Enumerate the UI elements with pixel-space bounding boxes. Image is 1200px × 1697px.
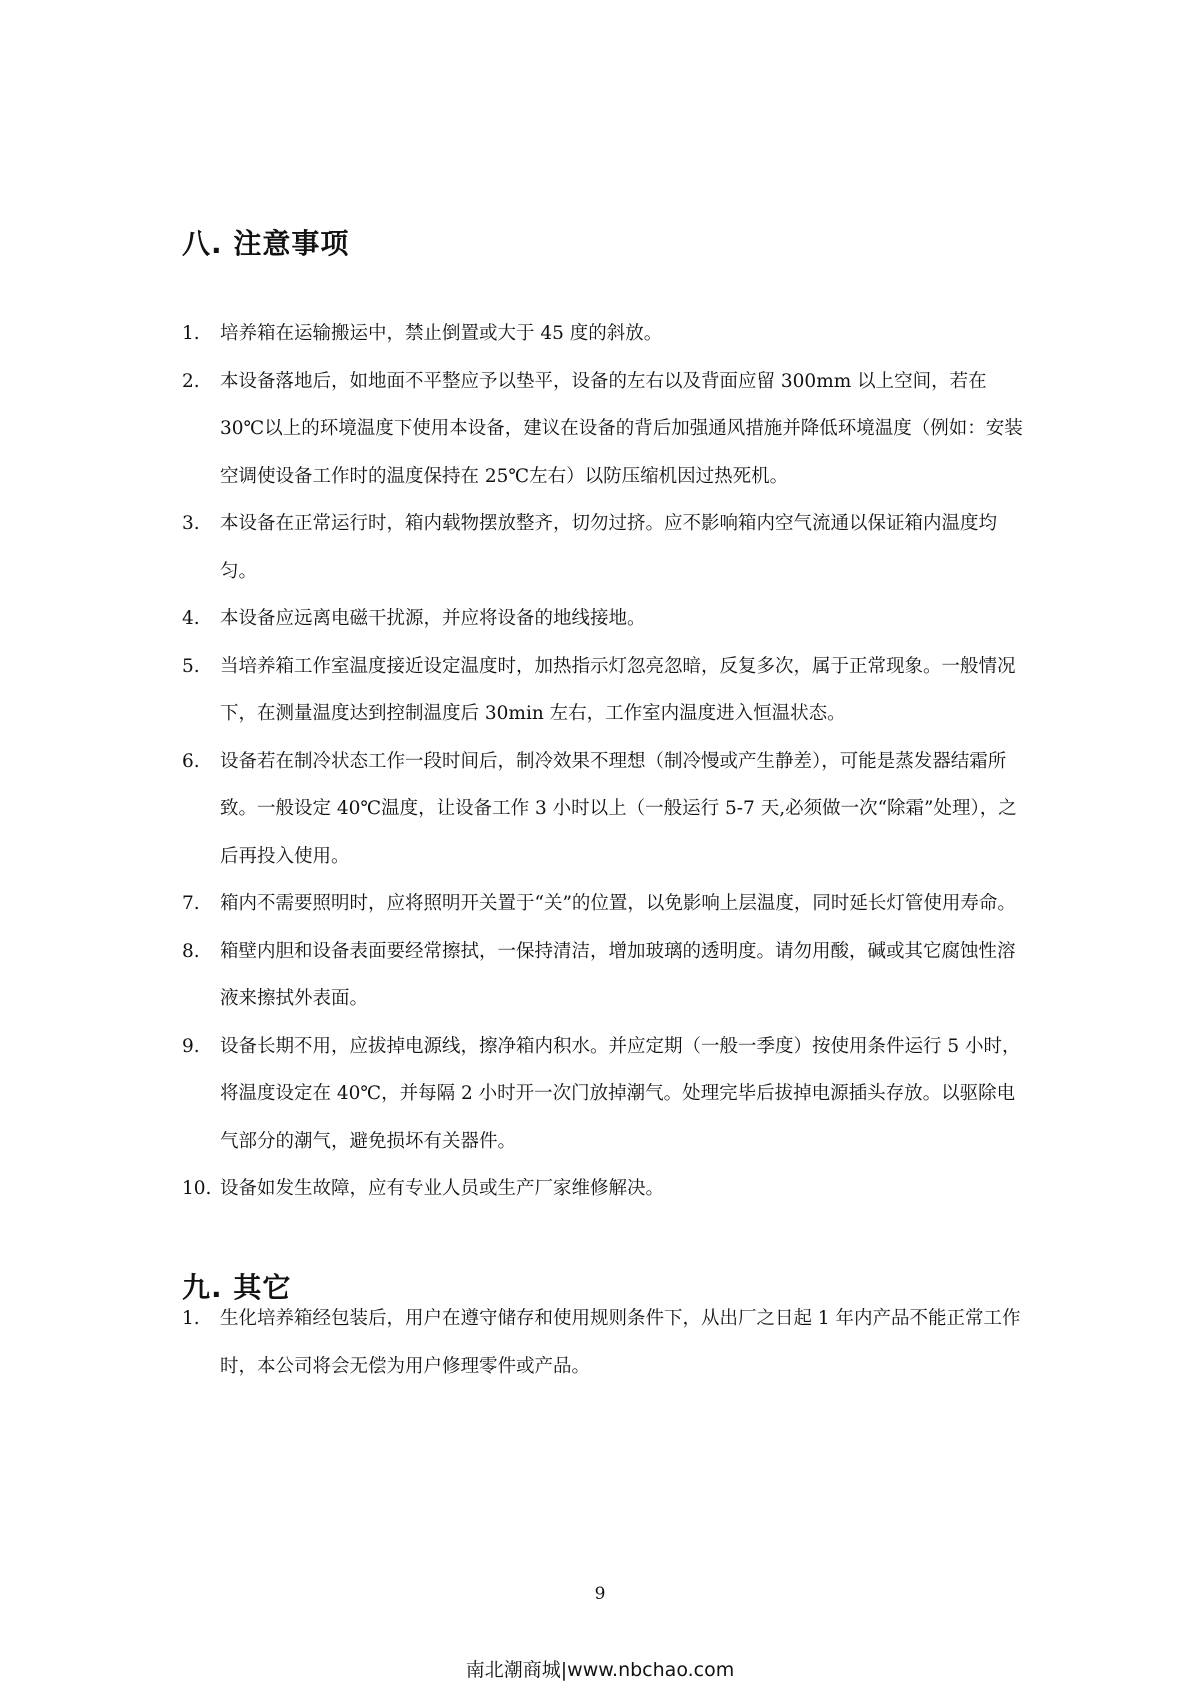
item-text: 本设备在正常运行时，箱内载物摆放整齐，切勿过挤。应不影响箱内空气流通以保证箱内温度均匀。 — [220, 513, 998, 582]
list-item — [182, 738, 1027, 881]
list-item — [182, 880, 1027, 928]
item-text: 箱壁内胆和设备表面要经常擦拭，一保持清洁，增加玻璃的透明度。请勿用酸，碱或其它腐蚀性溶液来擦拭外表面。 — [220, 940, 1016, 1009]
list-item — [182, 500, 1027, 595]
list-item — [182, 643, 1027, 738]
footer-site-link[interactable]: 南北潮商城|www.nbchao.com — [465, 1659, 735, 1681]
list-item — [182, 310, 1027, 358]
item-text: 箱内不需要照明时，应将照明开关置于“关”的位置，以免影响上层温度，同时延长灯管使用寿命。 — [220, 893, 1016, 914]
list-item — [182, 928, 1027, 1023]
item-text: 设备若在制冷状态工作一段时间后，制冷效果不理想（制冷慢或产生静差），可能是蒸发器结霜所致。一般设定 40℃温度，让设备工作 3 小时以上（一般运行 5-7 天,必须做一次“除霜”处理），之后再投入使用。 — [220, 750, 1017, 867]
list-item — [182, 1295, 1027, 1390]
list-item — [182, 358, 1027, 501]
item-number: 4. — [182, 608, 200, 629]
item-text: 培养箱在运输搬运中，禁止倒置或大于 45 度的斜放。 — [220, 323, 663, 344]
item-text: 本设备应远离电磁干扰源，并应将设备的地线接地。 — [220, 608, 646, 629]
item-text: 生化培养箱经包装后，用户在遵守储存和使用规则条件下，从出厂之日起 1 年内产品不能正常工作时，本公司将会无偿为用户修理零件或产品。 — [220, 1308, 1021, 1377]
page-number: 9 — [594, 1584, 606, 1604]
item-number: 7. — [182, 893, 200, 914]
item-number: 1. — [182, 323, 200, 344]
other-list — [182, 1295, 1027, 1390]
list-item — [182, 595, 1027, 643]
item-number: 5. — [182, 655, 200, 677]
item-text: 当培养箱工作室温度接近设定温度时，加热指示灯忽亮忽暗，反复多次，属于正常现象。一般情况下，在测量温度达到控制温度后 30min 左右，工作室内温度进入恒温状态。 — [220, 655, 1016, 724]
item-text: 设备如发生故障，应有专业人员或生产厂家维修解决。 — [220, 1178, 665, 1199]
precautions-list — [182, 310, 1027, 1213]
item-text: 本设备落地后，如地面不平整应予以垫平，设备的左右以及背面应留 300mm 以上空间，若在 30℃以上的环境温度下使用本设备，建议在设备的背后加强通风措施并降低环境温度（例如：安装空调使设备工作时的温度保持在 25℃左右）以防压缩机因过热死机。 — [220, 370, 1023, 487]
item-number: 8. — [182, 940, 200, 962]
list-item — [182, 1165, 1027, 1213]
item-number: 6. — [182, 750, 200, 772]
section-8-heading: 八. 注意事项 — [182, 227, 350, 260]
list-item — [182, 1023, 1027, 1166]
item-number: 2. — [182, 370, 200, 392]
item-text: 设备长期不用，应拔掉电源线，擦净箱内积水。并应定期（一般一季度）按使用条件运行 5 小时，将温度设定在 40℃，并每隔 2 小时开一次门放掉潮气。处理完毕后拔掉电源插头存放。以驱除电气部分的潮气，避免损坏有关器件。 — [220, 1035, 1021, 1152]
item-number: 1. — [182, 1308, 200, 1329]
item-number: 10. — [182, 1178, 212, 1199]
section-9-heading: 九. 其它 — [182, 1271, 292, 1304]
item-number: 3. — [182, 513, 200, 534]
item-number: 9. — [182, 1035, 200, 1057]
